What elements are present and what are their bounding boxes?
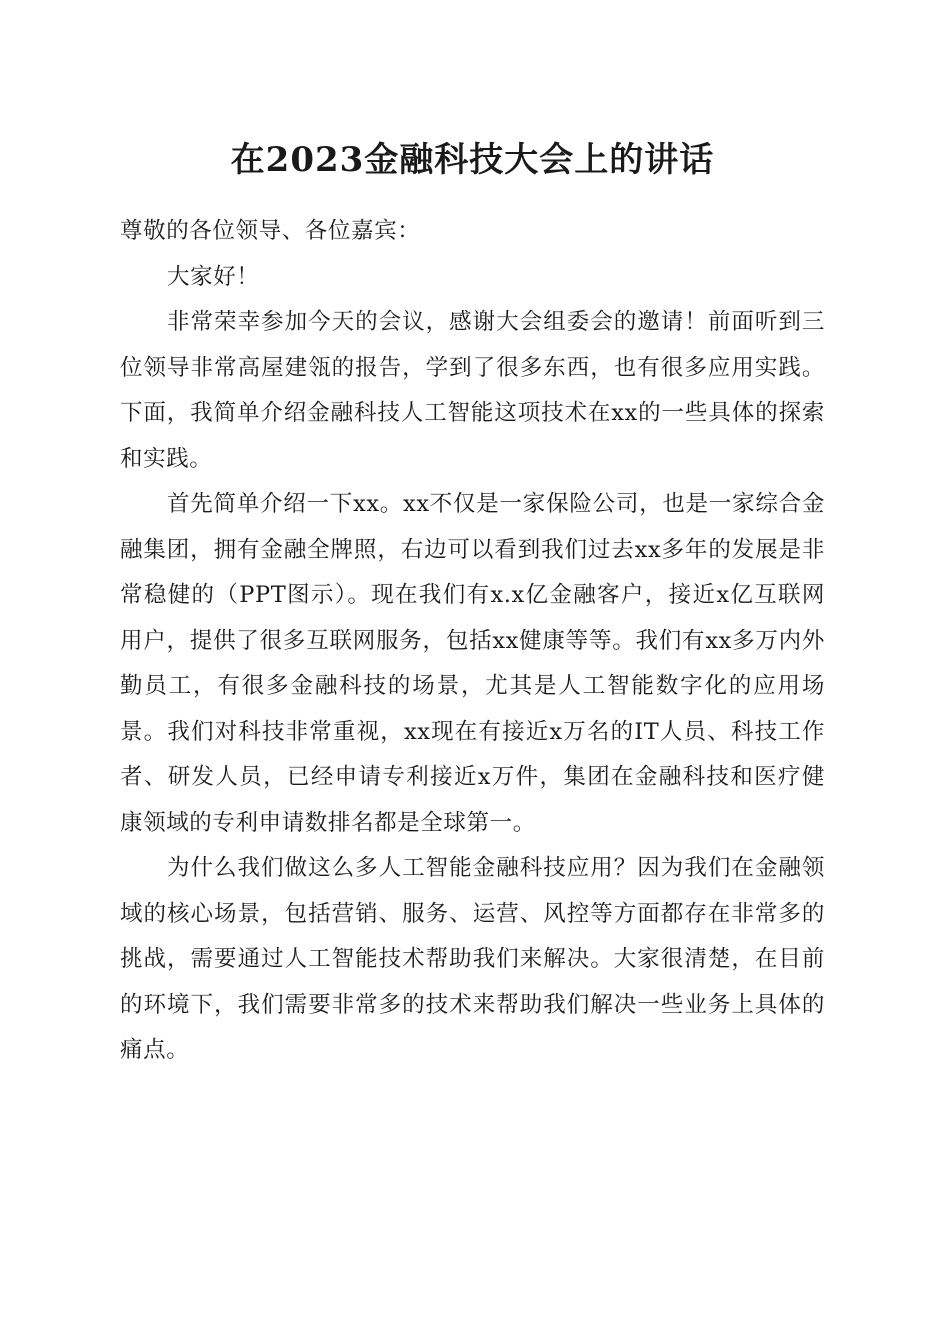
paragraph-2: 首先简单介绍一下xx。xx不仅是一家保险公司，也是一家综合金融集团，拥有金融全牌照，右边可以看到我们过去xx多年的发展是非常稳健的（PPT图示）。现在我们有x.x亿金融客户，接近x亿互联网用户，提供了很多互联网服务，包括xx健康等等。我们有xx多万内外勤员工，有很多金融科技的场景，尤其是人工智能数字化的应用场景。我们对科技非常重视，xx现在有接近x万名的IT人员、科技工作者、研发人员，已经申请专利接近x万件，集团在金融科技和医疗健康领域的专利申请数排名都是全球第一。 (120, 491, 825, 836)
salutation: 尊敬的各位领导、各位嘉宾： (120, 218, 421, 244)
paragraph-3: 为什么我们做这么多人工智能金融科技应用？因为我们在金融领域的核心场景，包括营销、服务、运营、风控等方面都存在非常多的挑战，需要通过人工智能技术帮助我们来解决。大家很清楚，在目前的环境下，我们需要非常多的技术来帮助我们解决一些业务上具体的痛点。 (120, 855, 825, 1063)
document-page (120, 0, 825, 1344)
document-body (120, 209, 825, 1074)
document-title: 在2023金融科技大会上的讲话 (230, 140, 715, 180)
greeting: 大家好！ (167, 263, 260, 290)
paragraph-1: 非常荣幸参加今天的会议，感谢大会组委会的邀请！前面听到三位领导非常高屋建瓴的报告，学到了很多东西，也有很多应用实践。下面，我简单介绍金融科技人工智能这项技术在xx的一些具体的探索和实践。 (120, 309, 825, 472)
